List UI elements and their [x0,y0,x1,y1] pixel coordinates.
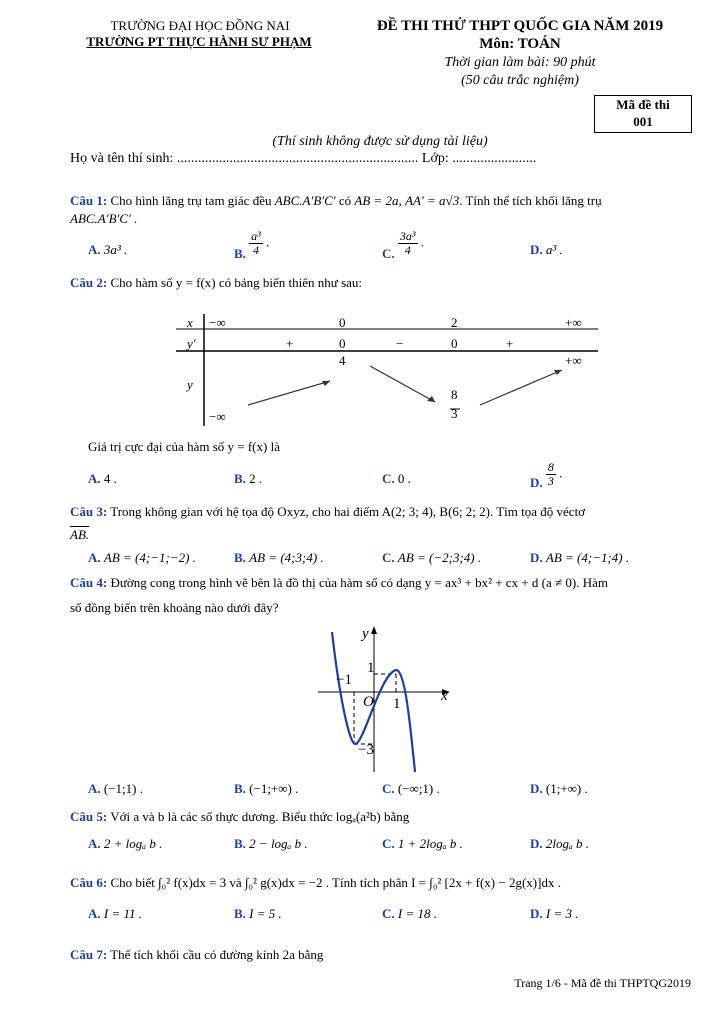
question-text: Đường cong trong hình vẽ bên là đồ thị của hàm số có dạng y = ax³ + bx² + cx + d (a ≠ 0). Hàm [110,575,608,590]
exam-code-label: Mã đề thi [616,97,670,112]
question-5 [70,808,690,826]
table-x-value: +∞ [565,315,582,330]
table-sign: − [396,336,404,351]
q4-option-c[interactable]: C. (−∞;1) . [382,781,440,796]
table-x-value: −∞ [209,315,226,330]
q4-option-a[interactable]: A. (−1;1) . [88,781,143,796]
q1-option-b[interactable]: B. $\frac{\text{a³}}{4}$ . [234,229,270,262]
q1-option-d[interactable]: D. a³ . [530,242,563,257]
exam-code: 001 [633,114,653,129]
question-text: Cho hàm số y = f(x) có bảng biến thiên như sau: [110,275,363,290]
arrow-up [248,381,330,405]
table-sign: 0 [339,336,346,351]
table-y-min-num: 8 [451,387,458,402]
school-subunit: TRƯỜNG PT THỰC HÀNH SƯ PHẠM [86,34,312,49]
question-label: Câu 3: [70,504,108,519]
question-2 [70,274,690,292]
table-sign: + [286,336,294,351]
q3-option-d[interactable]: D. AB = (4;−1;4) . [530,550,630,565]
q6-option-b[interactable]: B. I = 5 . [234,906,282,921]
cubic-graph [310,622,460,774]
question-label: Câu 4: [70,575,108,590]
question-text: . Tính thể tích khối lăng trụ [459,193,602,208]
table-y-right: +∞ [565,353,582,368]
exam-time: Thời gian làm bài: 90 phút [444,55,596,70]
q3-option-c[interactable]: C. AB = (−2;3;4) . [382,550,482,565]
math-expr: AB = 2a [354,193,399,208]
table-yp-label: y′ [187,336,196,351]
page-footer: Trang 1/6 - Mã đề thi THPTQG2019 [514,976,691,990]
question-text: Cho biết ∫₀² f(x)dx = 3 và ∫₀² g(x)dx = −2 . Tính tích phân I = ∫₀² [2x + f(x) − 2g(x)]dx . [110,875,561,890]
student-info-line: Họ và tên thí sinh: ..................................................................... Lớp: ........................ [70,151,537,166]
question-4-line2: số đồng biến trên khoảng nào dưới đây? [70,600,279,615]
q4-option-d[interactable]: D. (1;+∞) . [530,781,588,796]
q5-option-d[interactable]: D. 2logₐ b . [530,836,590,851]
q2-option-c[interactable]: C. 0 . [382,471,411,486]
question-6 [70,874,690,892]
school-name: TRƯỜNG ĐẠI HỌC ĐỒNG NAI [110,18,290,33]
graph-x-label: x [441,688,448,704]
question-2-prompt: Giá trị cực đại của hàm số y = f(x) là [88,439,280,454]
question-7 [70,946,690,964]
question-3 [70,503,690,521]
q1-option-a[interactable]: A. 3a³ . [88,242,128,257]
question-text: có [338,193,352,208]
table-x-label: x [187,315,193,330]
question-text: Thể tích khối cầu có đường kính 2a bằng [110,947,324,962]
table-y-label: y [187,377,193,392]
math-expr: ABC.A′B′C′ [274,193,336,208]
question-label: Câu 2: [70,275,108,290]
question-1-line2: ABC.A′B′C′ . [70,211,138,226]
table-sign: 0 [451,336,458,351]
arrow-down [370,366,435,402]
q2-option-a[interactable]: A. 4 . [88,471,117,486]
graph-y-label: y [362,626,369,642]
exam-title: ĐỀ THI THỬ THPT QUỐC GIA NĂM 2019 [376,18,664,34]
question-text: Trong không gian với hệ tọa độ Oxyz, cho hai điểm A(2; 3; 4), B(6; 2; 2). Tìm tọa độ véctơ [110,504,586,519]
table-y-left: −∞ [209,409,226,424]
question-count: (50 câu trắc nghiệm) [461,73,579,88]
question-text: Với a và b là các số thực dương. Biểu thức logₐ(a²b) bằng [110,809,410,824]
question-label: Câu 5: [70,809,108,824]
vector-ab: AB. [70,527,90,542]
question-label: Câu 7: [70,947,108,962]
question-text: Cho hình lăng trụ tam giác đều [110,193,272,208]
graph-tick-1x: 1 [393,696,401,712]
table-sign: + [506,336,514,351]
q5-option-a[interactable]: A. 2 + logₐ b . [88,836,163,851]
q3-option-a[interactable]: A. AB = (4;−1;−2) . [88,550,196,565]
graph-tick-neg1: −1 [336,672,352,688]
q6-option-c[interactable]: C. I = 18 . [382,906,437,921]
q5-option-c[interactable]: C. 1 + 2logₐ b . [382,836,463,851]
table-y-max: 4 [339,353,346,368]
question-1: Câu 1: Cho hình lăng trụ tam giác đều ABC.A′B′C′ có AB = 2a, AA′ = a√3. Tính thể tích khối lăng trụ [70,193,602,208]
math-expr: AA′ = a√3 [405,193,460,208]
q5-option-b[interactable]: B. 2 − logₐ b . [234,836,308,851]
arrow-up [480,370,562,405]
graph-tick-neg3: −3 [358,742,374,758]
variation-table [170,308,600,428]
exam-subject: Môn: TOÁN [479,36,561,52]
graph-tick-1y: 1 [367,660,375,676]
q3-option-b[interactable]: B. AB = (4;3;4) . [234,550,324,565]
q6-option-a[interactable]: A. I = 11 . [88,906,143,921]
graph-origin-label: O [363,694,374,710]
q2-option-b[interactable]: B. 2 . [234,471,263,486]
question-label: Câu 6: [70,875,108,890]
table-x-value: 0 [339,315,346,330]
q4-option-b[interactable]: B. (−1;+∞) . [234,781,299,796]
table-y-min-den: 3 [451,406,458,421]
exam-notice: (Thí sinh không được sử dụng tài liệu) [272,134,488,149]
question-label: Câu 1: [70,193,108,208]
math-expr: ABC.A′B′C′ [70,211,131,226]
exam-code-box [594,95,692,133]
q2-option-d[interactable]: D. $\frac{8}{3}$ . [530,460,563,491]
question-4 [70,574,690,592]
q6-option-d[interactable]: D. I = 3 . [530,906,579,921]
q1-option-c[interactable]: C. $\frac{\text{3a³}}{4}$ . [382,229,424,262]
table-x-value: 2 [451,315,458,330]
